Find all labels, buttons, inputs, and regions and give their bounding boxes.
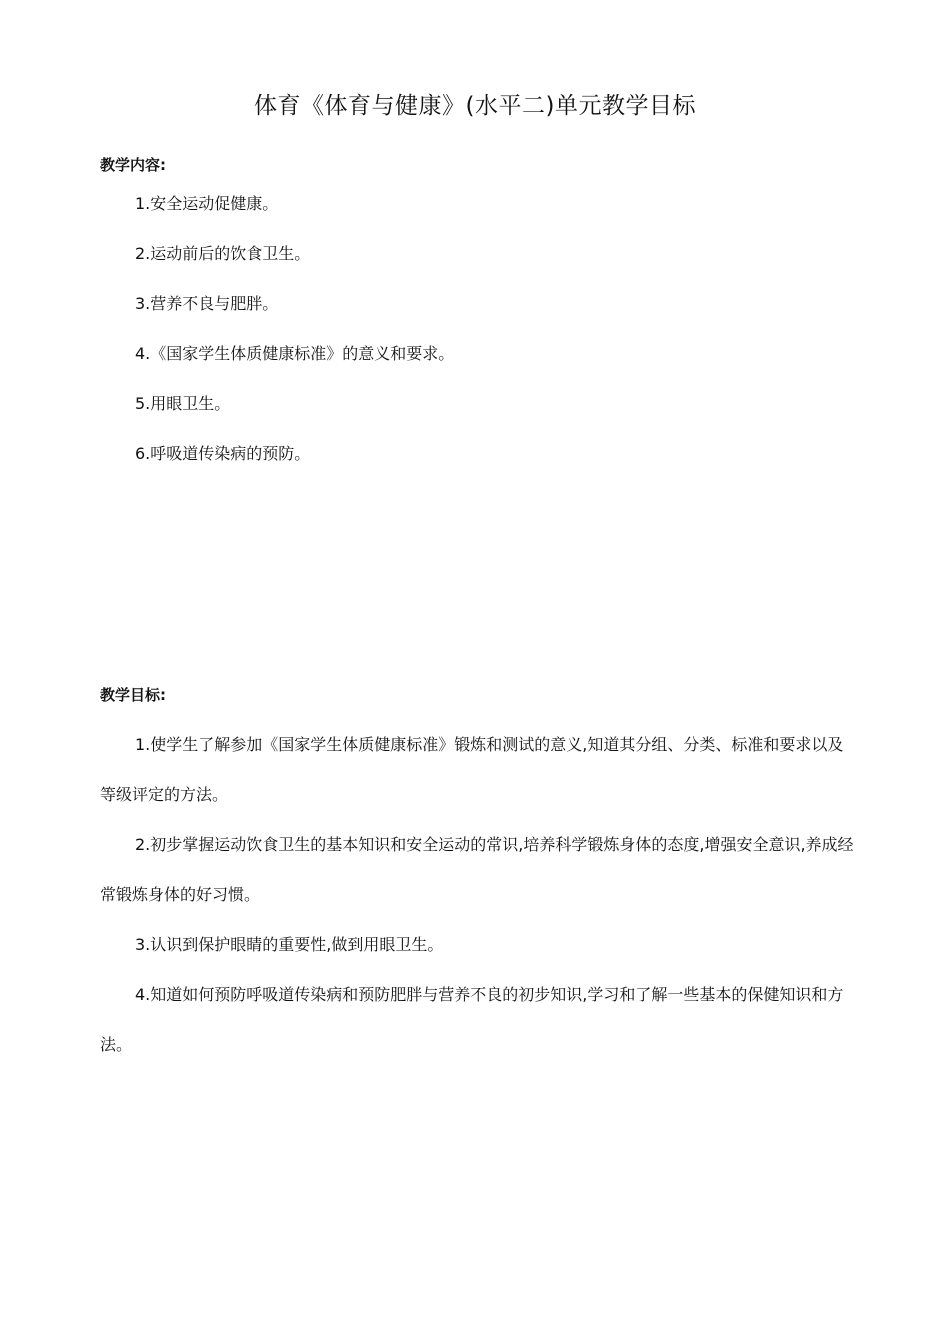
content-item-2: 2.运动前后的饮食卫生。 (135, 244, 311, 263)
content-item-4: 4.《国家学生体质健康标准》的意义和要求。 (135, 344, 455, 363)
content-list (135, 192, 454, 492)
goal-item-3: 3.认识到保护眼睛的重要性,做到用眼卫生。 (135, 935, 444, 954)
content-item-5: 5.用眼卫生。 (135, 394, 231, 413)
page-title: 体育《体育与健康》(水平二)单元教学目标 (254, 93, 696, 119)
content-item-6: 6.呼吸道传染病的预防。 (135, 444, 311, 463)
content-item-1: 1.安全运动促健康。 (135, 194, 279, 213)
goal-item-2: 2.初步掌握运动饮食卫生的基本知识和安全运动的常识,培养科学锻炼身体的态度,增强安全意识,养成经常锻炼身体的好习惯。 (100, 835, 854, 904)
goals-section-heading: 教学目标: (100, 686, 166, 704)
content-section-heading: 教学内容: (100, 156, 166, 174)
goal-item-4: 4.知道如何预防呼吸道传染病和预防肥胖与营养不良的初步知识,学习和了解一些基本的保健知识和方法。 (100, 985, 844, 1054)
goals-list (100, 720, 858, 1070)
goal-item-1: 1.使学生了解参加《国家学生体质健康标准》锻炼和测试的意义,知道其分组、分类、标准和要求以及等级评定的方法。 (100, 735, 844, 804)
content-item-3: 3.营养不良与肥胖。 (135, 294, 279, 313)
